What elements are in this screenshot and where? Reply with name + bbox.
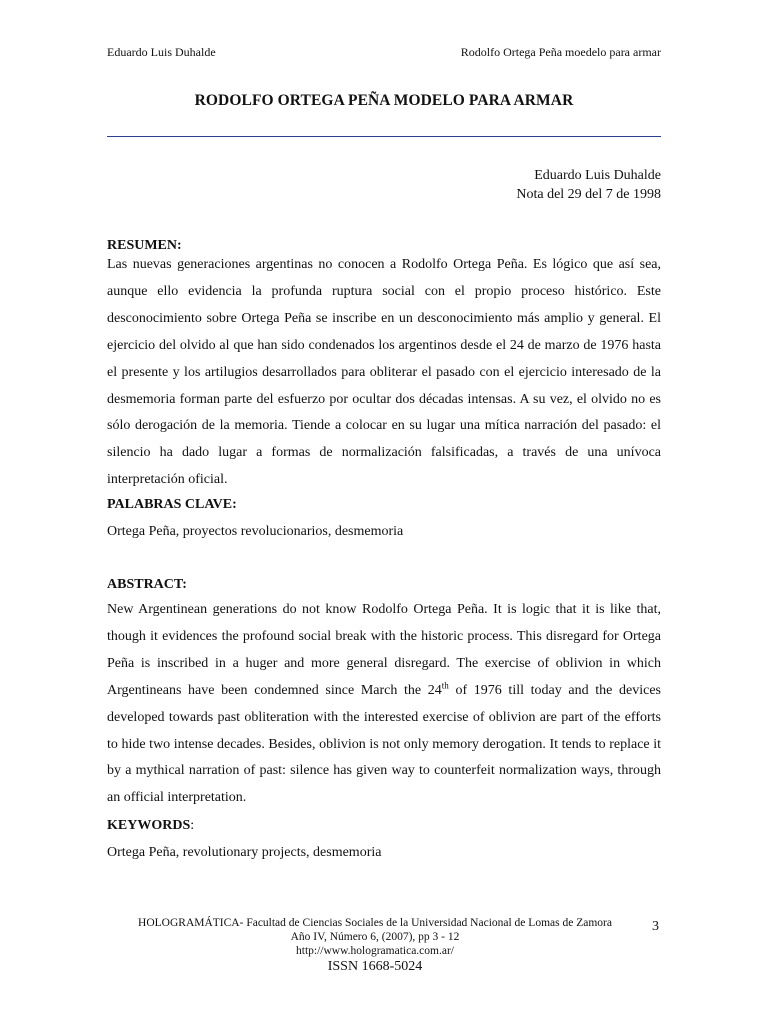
- keywords-colon: :: [190, 818, 195, 833]
- resumen-text: Las nuevas generaciones argentinas no conocen a Rodolfo Ortega Peña. Es lógico que así sea, aunque ello evidencia la profunda ruptura social con el propio proceso histórico. Este desconocimiento sobre Ortega Peña se inscribe en un desconocimiento más amplio y general. El ejercicio del olvido al que han sido condenados los argentinos desde el 24 de marzo de 1976 hasta el presente y los artilugios desarrollados para obliterar el pasado con el ejercicio interesado de la desmemoria forman parte del esfuerzo por ocultar dos décadas intensas. A su vez, el olvido no es sólo derogación de la memoria. Tiende a colocar en su lugar una mítica narración del pasado: el silencio ha dado lugar a formas de normalización falsificadas, a través de una unívoca interpretación oficial.: [107, 257, 661, 488]
- footer-issue: Año IV, Número 6, (2007), pp 3 - 12: [290, 931, 460, 943]
- title-divider: [107, 136, 661, 137]
- author-name: Eduardo Luis Duhalde: [534, 168, 661, 183]
- footer-journal: HOLOGRAMÁTICA- Facultad de Ciencias Sociales de la Universidad Nacional de Lomas de Zamora: [138, 917, 612, 929]
- keywords-text: Ortega Peña, revolutionary projects, desmemoria: [107, 845, 382, 860]
- note-date: Nota del 29 del 7 de 1998: [516, 187, 661, 202]
- page-number: 3: [652, 919, 659, 934]
- journal-footer: [110, 916, 640, 976]
- running-header-author: Eduardo Luis Duhalde: [107, 45, 216, 59]
- resumen-heading: RESUMEN:: [107, 238, 182, 253]
- abstract-text: [107, 597, 661, 812]
- running-header-title: Rodolfo Ortega Peña moedelo para armar: [460, 45, 661, 59]
- palabras-clave-heading: PALABRAS CLAVE:: [107, 497, 237, 512]
- keywords-heading: KEYWORDS: [107, 818, 191, 833]
- abstract-heading: ABSTRACT:: [107, 577, 187, 592]
- abstract-text-part2: of 1976 till today and the devices developed towards past obliteration with the interested exercise of oblivion are part of the efforts to hide two intense decades. Besides, oblivion is not only memory derogation. It tends to replace it by a mythical narration of past: silence has given way to counterfeit normalization ways, through an official interpretation.: [107, 682, 662, 806]
- ordinal-superscript: th: [441, 680, 449, 691]
- footer-issn: ISSN 1668-5024: [327, 959, 423, 974]
- document-title: RODOLFO ORTEGA PEÑA MODELO PARA ARMAR: [194, 92, 574, 109]
- footer-url: http://www.hologramatica.com.ar/: [296, 945, 454, 957]
- abstract-text-part1: New Argentinean generations do not know Rodolfo Ortega Peña. It is logic that it is like that, though it evidences the profound social break with the historic process. This disregard for Ortega Peña is inscribed in a huger and more general disregard. The exercise of oblivion in which Argentineans have been condemned since March the 24: [107, 602, 661, 698]
- author-block: [516, 166, 661, 204]
- palabras-clave-text: Ortega Peña, proyectos revolucionarios, desmemoria: [107, 524, 404, 539]
- keywords-heading-line: [107, 818, 194, 834]
